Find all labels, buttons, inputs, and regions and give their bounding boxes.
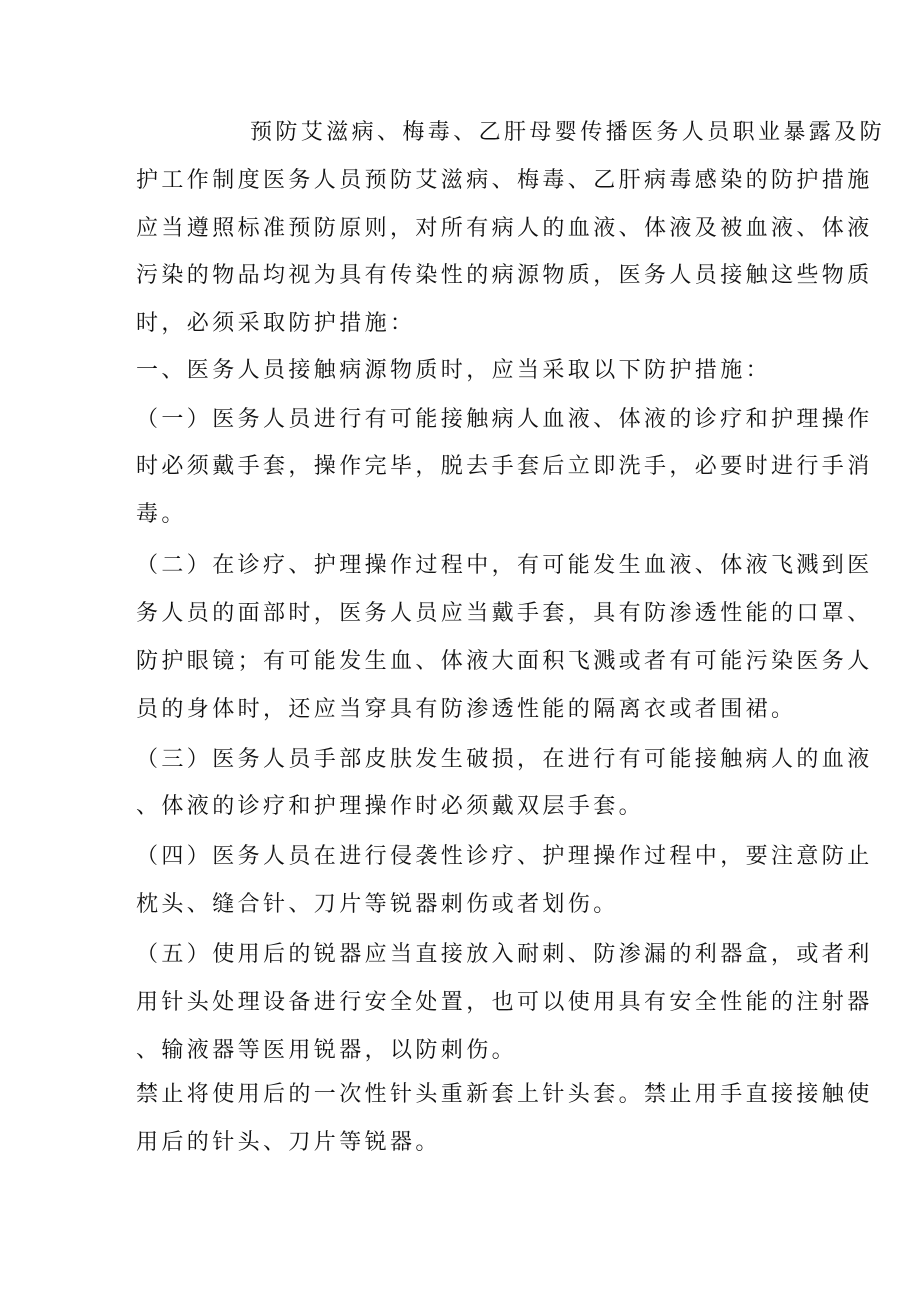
- text-line: （一）医务人员进行有可能接触病人血液、体液的诊疗和护理操作: [136, 407, 873, 432]
- text-line: （二）在诊疗、护理操作过程中，有可能发生血液、体液飞溅到医: [136, 553, 873, 578]
- text-line: （四）医务人员在进行侵袭性诊疗、护理操作过程中，要注意防止: [136, 844, 873, 869]
- document-title-line: 预防艾滋病、梅毒、乙肝母婴传播医务人员职业暴露及防: [250, 120, 886, 145]
- text-line: 、体液的诊疗和护理操作时必须戴双层手套。: [136, 794, 645, 819]
- text-line: 应当遵照标准预防原则，对所有病人的血液、体液及被血液、体液: [136, 216, 873, 241]
- text-line: 时，必须采取防护措施：: [136, 311, 416, 336]
- text-line: 污染的物品均视为具有传染性的病源物质，医务人员接触这些物质: [136, 263, 873, 288]
- text-line: 用针头处理设备进行安全处置，也可以使用具有安全性能的注射器: [136, 990, 873, 1015]
- text-line: 一、医务人员接触病源物质时，应当采取以下防护措施：: [136, 358, 772, 383]
- text-line: 、输液器等医用锐器，以防刺伤。: [136, 1038, 518, 1063]
- text-line: 护工作制度医务人员预防艾滋病、梅毒、乙肝病毒感染的防护措施: [136, 168, 873, 193]
- text-line: （五）使用后的锐器应当直接放入耐刺、防渗漏的利器盒，或者利: [136, 942, 873, 967]
- text-line: 枕头、缝合针、刀片等锐器刺伤或者划伤。: [136, 892, 619, 917]
- text-line: （三）医务人员手部皮肤发生破损，在进行有可能接触病人的血液: [136, 747, 873, 772]
- text-line: 务人员的面部时，医务人员应当戴手套，具有防渗透性能的口罩、: [136, 601, 873, 626]
- text-line: 用后的针头、刀片等锐器。: [136, 1130, 441, 1155]
- text-line: 防护眼镜；有可能发生血、体液大面积飞溅或者有可能污染医务人: [136, 649, 873, 674]
- text-line: 毒。: [136, 502, 187, 527]
- text-line: 员的身体时，还应当穿具有防渗透性能的隔离衣或者围裙。: [136, 697, 797, 722]
- text-line: 禁止将使用后的一次性针头重新套上针头套。禁止用手直接接触使: [136, 1082, 873, 1107]
- text-line: 时必须戴手套，操作完毕，脱去手套后立即洗手，必要时进行手消: [136, 454, 873, 479]
